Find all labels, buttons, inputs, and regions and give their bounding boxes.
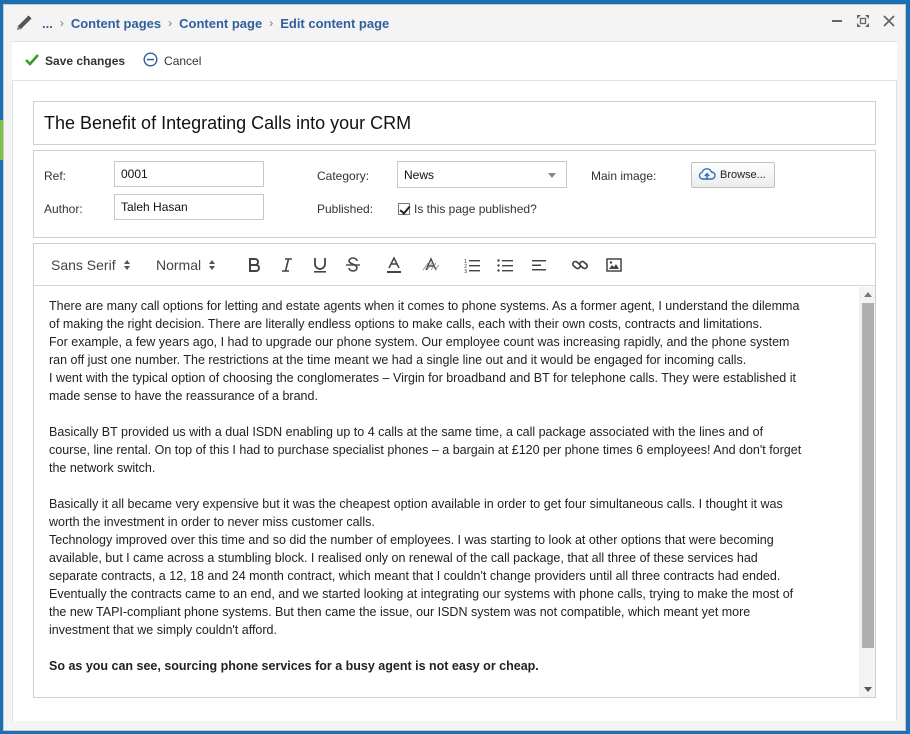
- ordered-list-icon[interactable]: [461, 255, 483, 275]
- editor-toolbar: [34, 244, 875, 286]
- cancel-label: Cancel: [164, 54, 202, 68]
- font-family-value: Sans Serif: [51, 257, 116, 273]
- font-size-value: Normal: [156, 257, 202, 273]
- edit-content-dialog: [3, 4, 906, 731]
- save-changes-button[interactable]: [25, 54, 125, 69]
- editor-line: course, line rental. On top of this I had to purchase specialist phones – a bargain at £120 per phone times 6 employees! And don't forget: [49, 443, 802, 457]
- editor-line: investment that we simply couldn't afford.: [49, 623, 277, 637]
- breadcrumb-ellipsis[interactable]: ...: [42, 15, 53, 31]
- editor-line: I went with the typical option of choosing the conglomerates – Virgin for broadband and BT for telephone calls. They were established it: [49, 371, 796, 385]
- strikethrough-icon[interactable]: [342, 255, 364, 275]
- category-select[interactable]: [397, 161, 567, 188]
- action-toolbar: [12, 41, 897, 81]
- image-icon[interactable]: [603, 255, 625, 275]
- breadcrumb-edit-content-page: Edit content page: [280, 15, 390, 31]
- breadcrumb-content-page[interactable]: Content page: [179, 15, 263, 31]
- chevron-right-icon: ›: [269, 16, 274, 30]
- font-family-picker[interactable]: [51, 257, 130, 273]
- bullet-list-icon[interactable]: [494, 255, 516, 275]
- editor-line: made sense to have the reassurance of a brand.: [49, 389, 318, 403]
- maximize-icon[interactable]: [855, 13, 871, 29]
- checkmark-icon: [25, 54, 39, 69]
- editor-line: [49, 477, 845, 495]
- window-controls: [829, 13, 897, 29]
- dialog-titlebar: [4, 5, 905, 41]
- content-form: [12, 81, 897, 721]
- italic-icon[interactable]: [276, 255, 298, 275]
- editor-line: Eventually the contracts came to an end, and we started looking at integrating our systems with phone calls, trying to make the most of: [49, 587, 794, 601]
- close-icon[interactable]: [881, 13, 897, 29]
- pencil-icon: [14, 13, 34, 33]
- bold-icon[interactable]: [243, 255, 265, 275]
- author-label: Author:: [44, 202, 83, 216]
- ref-label: Ref:: [44, 169, 67, 183]
- scroll-down-arrow-icon[interactable]: [864, 687, 872, 692]
- editor-closing-line: So as you can see, sourcing phone services for a busy agent is not easy or cheap.: [49, 659, 539, 673]
- editor-line: For example, a few years ago, I had to upgrade our phone system. Our employee count was increasing rapidly, and the phone system: [49, 335, 790, 349]
- editor-line: Basically BT provided us with a dual ISDN enabling up to 4 calls at the same time, a call package associated with the lines and of: [49, 425, 764, 439]
- editor-line: Basically it all became very expensive but it was the cheapest option available in order to get four simultaneous calls. I thought it was: [49, 497, 783, 511]
- editor-line: worth the investment in order to never miss customer calls.: [49, 515, 375, 529]
- breadcrumb: [42, 16, 389, 31]
- updown-caret-icon: [124, 260, 130, 270]
- align-left-icon[interactable]: [528, 255, 550, 275]
- caret-down-icon: [548, 173, 556, 178]
- cloud-upload-icon: [698, 167, 716, 184]
- published-checkbox-label[interactable]: Is this page published?: [414, 202, 537, 216]
- underline-icon[interactable]: [309, 255, 331, 275]
- editor-line: There are many call options for letting and estate agents when it comes to phone systems. As a former agent, I understand the dilemma: [49, 299, 800, 313]
- category-label: Category:: [317, 169, 370, 183]
- scrollbar-thumb[interactable]: [862, 303, 874, 648]
- browse-label: Browse...: [720, 169, 766, 181]
- updown-caret-icon: [209, 260, 215, 270]
- editor-line: the network switch.: [49, 461, 156, 475]
- svg-text:1: 1: [464, 259, 468, 265]
- editor-line: the new TAPI-compliant phone systems. But then came the issue, our ISDN system was not compatible, which meant yet more: [49, 605, 751, 619]
- editor-line: separate contracts, a 12, 18 and 24 month contract, which meant that I couldn't change providers until all three contracts had ended.: [49, 569, 781, 583]
- editor-line: of making the right decision. There are literally endless options to make calls, each with their own costs, contracts and limitations.: [49, 317, 763, 331]
- main-image-label: Main image:: [591, 169, 657, 183]
- editor-scrollbar[interactable]: [859, 287, 875, 697]
- breadcrumb-content-pages[interactable]: Content pages: [70, 15, 162, 31]
- save-changes-label: Save changes: [45, 54, 126, 68]
- svg-text:2: 2: [464, 264, 468, 270]
- page-meta-panel: [33, 150, 876, 238]
- author-input[interactable]: Taleh Hasan: [114, 194, 264, 220]
- published-label: Published:: [317, 202, 374, 216]
- background-color-icon[interactable]: [420, 255, 442, 275]
- minus-circle-icon: [143, 52, 158, 70]
- svg-text:3: 3: [464, 269, 468, 273]
- published-checkbox[interactable]: [398, 203, 410, 215]
- editor-line: [49, 405, 845, 423]
- editor-line: [49, 639, 845, 657]
- chevron-right-icon: ›: [168, 16, 173, 30]
- chevron-right-icon: ›: [59, 16, 64, 30]
- link-icon[interactable]: [569, 255, 591, 275]
- text-color-icon[interactable]: [383, 255, 405, 275]
- scroll-up-arrow-icon[interactable]: [864, 292, 872, 297]
- cancel-button[interactable]: [143, 52, 201, 70]
- page-title-input[interactable]: The Benefit of Integrating Calls into your CRM: [33, 101, 876, 145]
- editor-content[interactable]: [34, 287, 859, 697]
- editor-line: available, but I came across a stumbling block. I realised only on renewal of the call package, that all three of these services had: [49, 551, 758, 565]
- font-size-picker[interactable]: [156, 257, 215, 273]
- ref-input[interactable]: 0001: [114, 161, 264, 187]
- category-selected-value: News: [404, 167, 435, 182]
- editor-line: Technology improved over this time and so did the number of employees. I was starting to look at other options that were becoming: [49, 533, 774, 547]
- minimize-icon[interactable]: [829, 13, 845, 29]
- browse-button[interactable]: [691, 162, 775, 188]
- editor-line: ran off just one number. The restrictions at the time meant we had a single line out and it would be engaged for incoming calls.: [49, 353, 747, 367]
- rich-text-editor: [33, 243, 876, 698]
